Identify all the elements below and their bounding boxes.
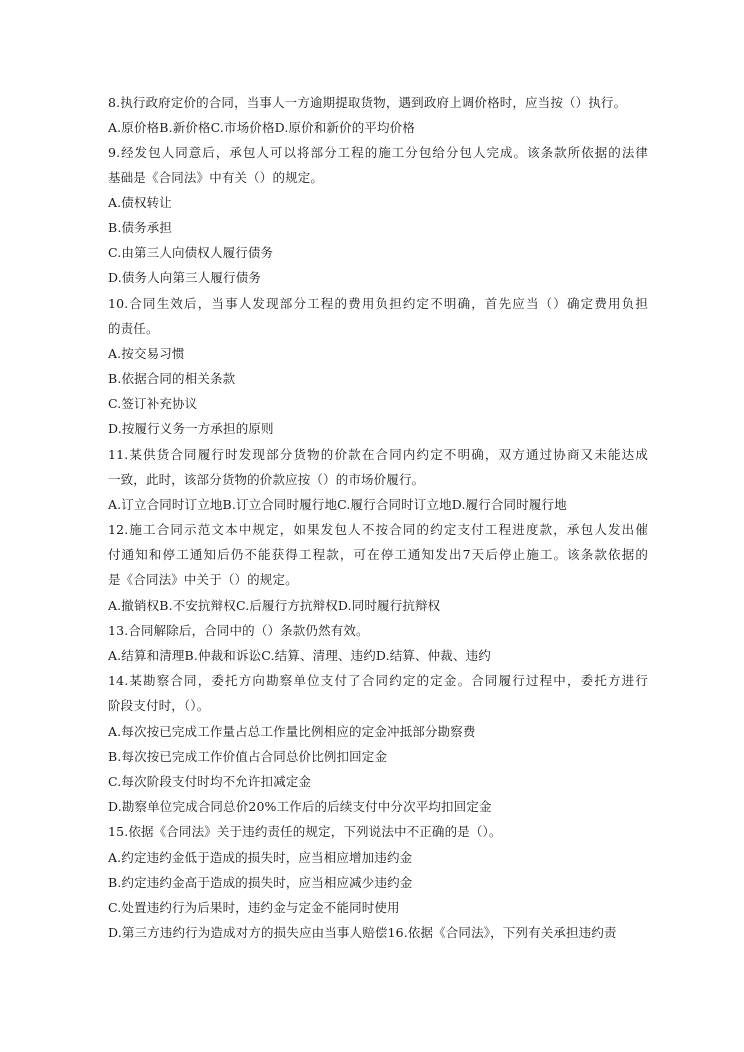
- question-10-option-b: B.依据合同的相关条款: [108, 371, 236, 386]
- question-11-stem-line-1: 11.某供货合同履行时发现部分货物的价款在合同内约定不明确，双方通过协商又未能达成: [108, 447, 648, 462]
- question-15-stem: 15.依据《合同法》关于违约责任的规定，下列说法中不正确的是（）。: [108, 824, 502, 839]
- question-10-option-d: D.按履行义务一方承担的原则: [108, 421, 274, 436]
- question-9-option-c: C.由第三人向债权人履行债务: [108, 245, 274, 260]
- question-11-options: A.订立合同时订立地B.订立合同时履行地C.履行合同时订立地D.履行合同时履行地: [108, 497, 567, 512]
- question-10-stem-line-1: 10.合同生效后，当事人发现部分工程的费用负担约定不明确，首先应当（）确定费用负担: [108, 296, 648, 311]
- question-12-stem-line-3: 是《合同法》中关于（）的规定。: [108, 572, 298, 587]
- question-8-options: A.原价格B.新价格C.市场价格D.原价和新价的平均价格: [108, 120, 416, 135]
- question-12-options: A.撤销权B.不安抗辩权C.后履行方抗辩权D.同时履行抗辩权: [108, 598, 441, 613]
- question-15-option-a: A.约定违约金低于造成的损失时，应当相应增加违约金: [108, 850, 413, 865]
- question-8-stem: 8.执行政府定价的合同，当事人一方逾期提取货物，遇到政府上调价格时，应当按（）执行。: [108, 95, 627, 110]
- question-14-option-b: B.每次按已完成工作价值占合同总价比例扣回定金: [108, 749, 388, 764]
- question-14-option-c: C.每次阶段支付时均不允许扣减定金: [108, 774, 312, 789]
- question-15-option-d: D.第三方违约行为造成对方的损失应由当事人赔偿16.依据《合同法》，下列有关承担违约责: [108, 925, 617, 940]
- question-9-stem-line-2: 基础是《合同法》中有关（）的规定。: [108, 170, 324, 185]
- question-15-option-b: B.约定违约金高于造成的损失时，应当相应减少违约金: [108, 875, 413, 890]
- question-14-stem-line-1: 14.某勘察合同，委托方向勘察单位支付了合同约定的定金。合同履行过程中，委托方进行: [108, 673, 648, 688]
- question-15-option-c: C.处置违约行为后果时，违约金与定金不能同时使用: [108, 900, 400, 915]
- question-9-option-d: D.债务人向第三人履行债务: [108, 270, 262, 285]
- question-9-option-b: B.债务承担: [108, 220, 173, 235]
- question-9-stem-line-1: 9.经发包人同意后，承包人可以将部分工程的施工分包给分包人完成。该条款所依据的法律: [108, 145, 648, 160]
- question-13-options: A.结算和清理B.仲裁和诉讼C.结算、清理、违约D.结算、仲裁、违约: [108, 648, 491, 663]
- question-10-option-c: C.签订补充协议: [108, 396, 198, 411]
- question-9-option-a: A.债权转让: [108, 195, 172, 210]
- question-10-option-a: A.按交易习惯: [108, 346, 185, 361]
- question-14-option-a: A.每次按已完成工作量占总工作量比例相应的定金冲抵部分勘察费: [108, 724, 476, 739]
- question-12-stem-line-1: 12.施工合同示范文本中规定，如果发包人不按合同的约定支付工程进度款，承包人发出催: [108, 522, 648, 537]
- question-14-option-d: D.勘察单位完成合同总价20%工作后的后续支付中分次平均扣回定金: [108, 799, 492, 814]
- question-11-stem-line-2: 一致，此时，该部分货物的价款应按（）的市场价履行。: [108, 472, 425, 487]
- question-13-stem: 13.合同解除后，合同中的（）条款仍然有效。: [108, 623, 369, 638]
- question-10-stem-line-2: 的责任。: [108, 321, 159, 336]
- question-14-stem-line-2: 阶段支付时，（）。: [108, 698, 210, 713]
- question-12-stem-line-2: 付通知和停工通知后仍不能获得工程款，可在停工通知发出7天后停止施工。该条款依据的: [108, 547, 648, 562]
